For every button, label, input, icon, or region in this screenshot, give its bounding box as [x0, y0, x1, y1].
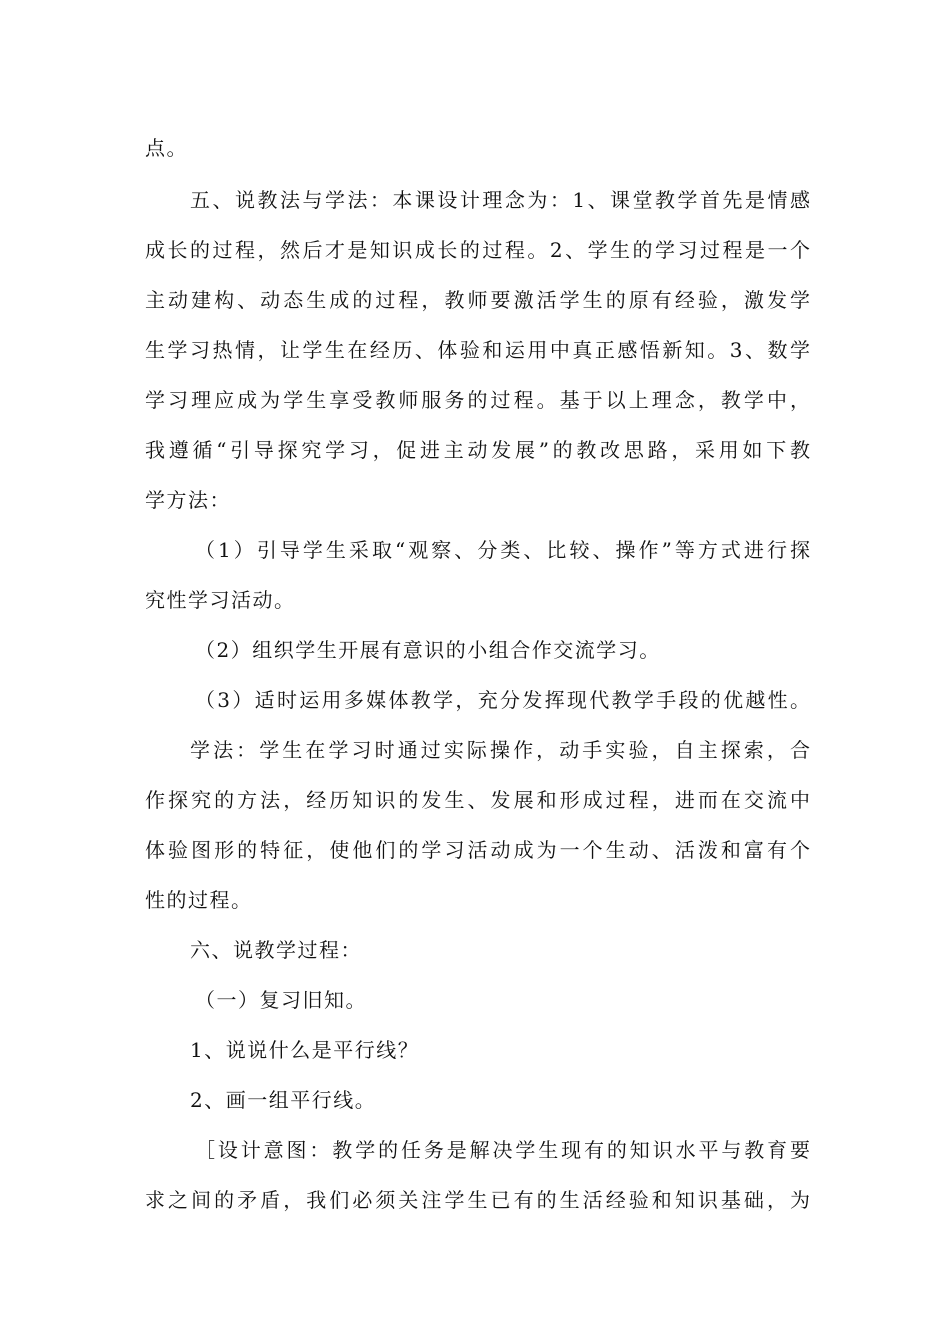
text-line: 成长的过程，然后才是知识成长的过程。2、学生的学习过程是一个 [145, 238, 810, 262]
text-line: （1）引导学生采取“观察、分类、比较、操作”等方式进行探 [195, 538, 810, 562]
text-line: 1、说说什么是平行线？ [190, 1038, 420, 1062]
text-line: ［设计意图：教学的任务是解决学生现有的知识水平与教育要 [195, 1138, 810, 1162]
text-line: 主动建构、动态生成的过程，教师要激活学生的原有经验，激发学 [145, 288, 810, 312]
text-line: 学习理应成为学生享受教师服务的过程。基于以上理念，教学中， [145, 388, 810, 412]
text-line: 生学习热情，让学生在经历、体验和运用中真正感悟新知。3、数学 [145, 338, 810, 362]
text-line: 学方法： [145, 488, 231, 512]
text-line: 体验图形的特征，使他们的学习活动成为一个生动、活泼和富有个 [145, 838, 810, 862]
text-line: 究性学习活动。 [145, 588, 296, 612]
text-line: （2）组织学生开展有意识的小组合作交流学习。 [195, 638, 661, 662]
text-line: 求之间的矛盾，我们必须关注学生已有的生活经验和知识基础，为 [145, 1188, 810, 1212]
text-line: 五、说教法与学法：本课设计理念为：1、课堂教学首先是情感 [190, 188, 810, 212]
text-line: （3）适时运用多媒体教学，充分发挥现代教学手段的优越性。 [195, 688, 810, 712]
text-line: 点。 [145, 136, 188, 160]
text-line: 作探究的方法，经历知识的发生、发展和形成过程，进而在交流中 [145, 788, 810, 812]
text-line: 学法：学生在学习时通过实际操作，动手实验，自主探索，合 [190, 738, 810, 762]
subsection-heading: （一）复习旧知。 [195, 988, 367, 1012]
text-line: 性的过程。 [145, 888, 253, 912]
text-line: 2、画一组平行线。 [190, 1088, 377, 1112]
section-heading: 六、说教学过程： [190, 938, 362, 962]
text-line: 我遵循“引导探究学习，促进主动发展”的教改思路，采用如下教 [145, 438, 810, 462]
